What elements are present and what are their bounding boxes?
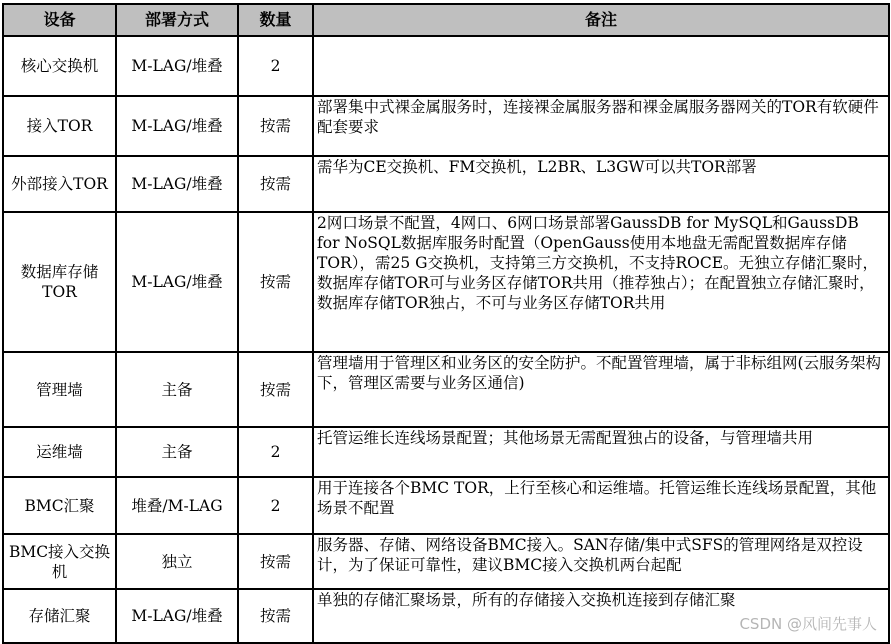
- header-note: 备注: [313, 4, 889, 36]
- cell-note: 管理墙用于管理区和业务区的安全防护。不配置管理墙，属于非标组网(云服务架构下，管理区需要与业务区通信): [313, 352, 889, 427]
- table-row: [3, 534, 889, 589]
- cell-deploy: 主备: [116, 427, 238, 477]
- cell-deploy: 堆叠/M-LAG: [116, 477, 238, 534]
- header-qty: 数量: [238, 4, 313, 36]
- cell-deploy: M-LAG/堆叠: [116, 36, 238, 96]
- table-row: [3, 589, 889, 643]
- cell-qty: 按需: [238, 156, 313, 212]
- cell-device: 外部接入TOR: [3, 156, 116, 212]
- cell-note: 服务器、存储、网络设备BMC接入。SAN存储/集中式SFS的管理网络是双控设计，为了保证可靠性，建议BMC接入交换机两台起配: [313, 534, 889, 589]
- cell-device: BMC接入交换机: [3, 534, 116, 589]
- cell-note: [313, 36, 889, 96]
- table-row: [3, 212, 889, 352]
- cell-qty: 2: [238, 427, 313, 477]
- cell-qty: 按需: [238, 352, 313, 427]
- cell-device: 核心交换机: [3, 36, 116, 96]
- cell-note: 部署集中式裸金属服务时，连接裸金属服务器和裸金属服务器网关的TOR有软硬件配套要求: [313, 96, 889, 156]
- cell-qty: 按需: [238, 212, 313, 352]
- cell-device: 管理墙: [3, 352, 116, 427]
- header-row: [3, 4, 889, 36]
- table-row: [3, 96, 889, 156]
- cell-qty: 2: [238, 36, 313, 96]
- cell-note: 单独的存储汇聚场景，所有的存储接入交换机连接到存储汇聚: [313, 589, 889, 643]
- cell-device: BMC汇聚: [3, 477, 116, 534]
- cell-note: 托管运维长连线场景配置；其他场景无需配置独占的设备，与管理墙共用: [313, 427, 889, 477]
- header-device: 设备: [3, 4, 116, 36]
- cell-deploy: 独立: [116, 534, 238, 589]
- cell-deploy: M-LAG/堆叠: [116, 589, 238, 643]
- cell-deploy: M-LAG/堆叠: [116, 96, 238, 156]
- cell-device: 存储汇聚: [3, 589, 116, 643]
- table-row: [3, 36, 889, 96]
- table-row: [3, 427, 889, 477]
- cell-note: 2网口场景不配置，4网口、6网口场景部署GaussDB for MySQL和GaussDB for NoSQL数据库服务时配置（OpenGauss使用本地盘无需配置数据库存储TOR），需25 G交换机，支持第三方交换机，不支持ROCE。无独立存储汇聚时，数据库存储TOR可与业务区存储TOR共用（推荐独占）；在配置独立存储汇聚时，数据库存储TOR独占，不可与业务区存储TOR共用: [313, 212, 889, 352]
- cell-note: 需华为CE交换机、FM交换机，L2BR、L3GW可以共TOR部署: [313, 156, 889, 212]
- cell-device: 数据库存储TOR: [3, 212, 116, 352]
- watermark: CSDN @风间先事人: [739, 615, 877, 633]
- cell-qty: 2: [238, 477, 313, 534]
- equipment-table: [2, 3, 890, 644]
- cell-note: 用于连接各个BMC TOR，上行至核心和运维墙。托管运维长连线场景配置，其他场景不配置: [313, 477, 889, 534]
- cell-deploy: 主备: [116, 352, 238, 427]
- cell-deploy: M-LAG/堆叠: [116, 212, 238, 352]
- header-deploy: 部署方式: [116, 4, 238, 36]
- table-row: [3, 477, 889, 534]
- cell-qty: 按需: [238, 96, 313, 156]
- cell-device: 运维墙: [3, 427, 116, 477]
- cell-device: 接入TOR: [3, 96, 116, 156]
- table-row: [3, 156, 889, 212]
- cell-qty: 按需: [238, 589, 313, 643]
- cell-qty: 按需: [238, 534, 313, 589]
- cell-deploy: M-LAG/堆叠: [116, 156, 238, 212]
- table-row: [3, 352, 889, 427]
